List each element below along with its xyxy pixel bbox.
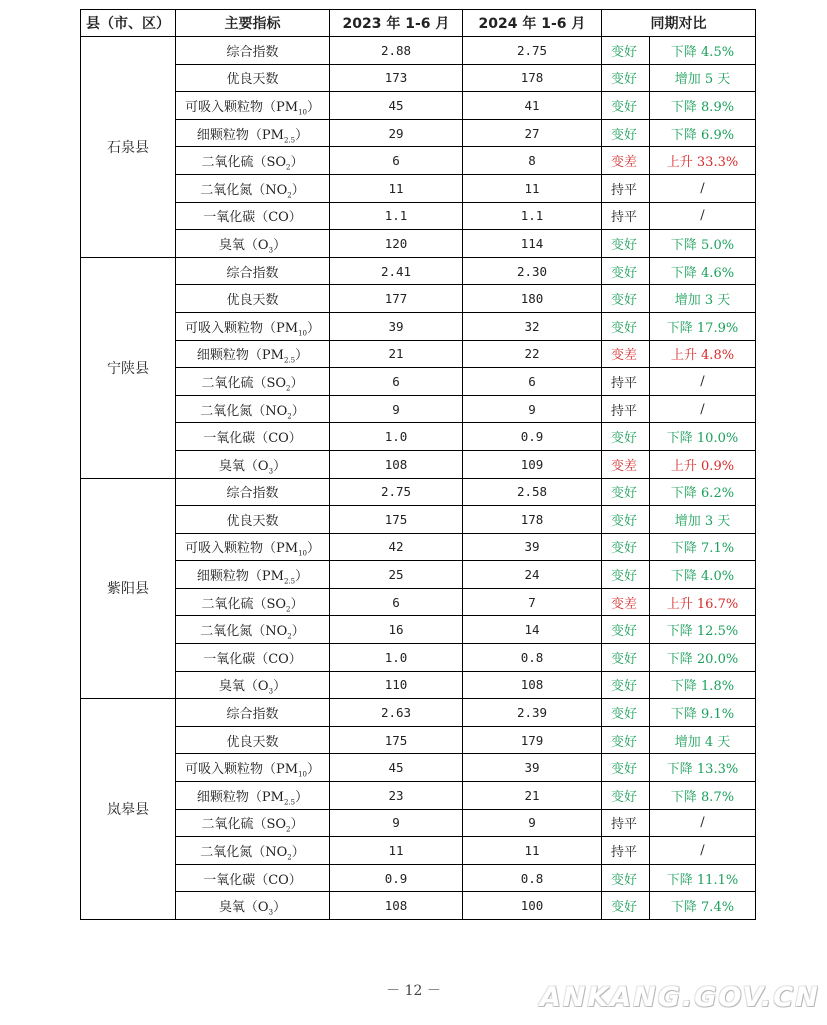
status-cell: 变差 <box>602 147 650 175</box>
status-cell: 变好 <box>602 533 650 561</box>
value-2023-cell: 6 <box>330 368 463 396</box>
header-indicator: 主要指标 <box>176 10 330 37</box>
indicator-cell <box>176 809 330 837</box>
table-row <box>81 699 756 727</box>
indicator-cell <box>176 368 330 396</box>
indicator-subscript: 2.5 <box>283 577 296 586</box>
value-2024-cell: 180 <box>463 285 602 313</box>
indicator-name: 细颗粒物（PM <box>196 127 284 143</box>
value-2023-cell: 2.88 <box>330 37 463 65</box>
indicator-name: 二氧化氮（NO <box>200 182 288 198</box>
change-cell: 下降 4.6% <box>650 257 756 285</box>
value-2023-cell: 9 <box>330 395 463 423</box>
table-row <box>81 616 756 644</box>
status-cell: 持平 <box>602 202 650 230</box>
value-2023-cell: 173 <box>330 64 463 92</box>
value-2023-cell: 45 <box>330 754 463 782</box>
value-2023-cell: 6 <box>330 588 463 616</box>
status-cell: 变好 <box>602 423 650 451</box>
change-cell: 下降 8.7% <box>650 782 756 810</box>
table-row <box>81 809 756 837</box>
site-watermark: ANKANG.GOV.CN <box>540 982 820 1013</box>
status-cell: 变好 <box>602 782 650 810</box>
value-2023-cell: 1.1 <box>330 202 463 230</box>
indicator-cell <box>176 450 330 478</box>
indicator-subscript: 2.5 <box>283 798 296 807</box>
table-row <box>81 782 756 810</box>
indicator-name: 可吸入颗粒物（PM <box>185 320 299 336</box>
status-cell: 持平 <box>602 174 650 202</box>
change-cell: 上升 33.3% <box>650 147 756 175</box>
indicator-suffix: ） <box>273 900 287 916</box>
indicator-subscript: 3 <box>268 467 274 476</box>
indicator-cell <box>176 726 330 754</box>
indicator-name: 臭氧（O <box>218 679 269 695</box>
indicator-cell <box>176 864 330 892</box>
indicator-subscript: 2 <box>286 826 291 835</box>
change-cell: 下降 5.0% <box>650 230 756 258</box>
table-row <box>81 368 756 396</box>
county-name-cell: 石泉县 <box>81 37 176 258</box>
status-cell: 变好 <box>602 312 650 340</box>
status-cell: 变好 <box>602 699 650 727</box>
value-2023-cell: 177 <box>330 285 463 313</box>
change-cell: 下降 11.1% <box>650 864 756 892</box>
value-2023-cell: 108 <box>330 892 463 920</box>
status-cell: 变好 <box>602 726 650 754</box>
indicator-suffix: ） <box>290 375 304 391</box>
indicator-subscript: 10 <box>298 550 307 559</box>
value-2024-cell: 39 <box>463 754 602 782</box>
table-row <box>81 257 756 285</box>
air-quality-comparison-table <box>80 9 756 920</box>
indicator-cell <box>176 644 330 672</box>
table-row <box>81 864 756 892</box>
indicator-cell <box>176 119 330 147</box>
indicator-cell <box>176 395 330 423</box>
change-cell: 下降 7.4% <box>650 892 756 920</box>
indicator-cell <box>176 285 330 313</box>
indicator-subscript: 2 <box>287 853 292 862</box>
indicator-suffix: ） <box>295 569 309 585</box>
change-cell: 上升 16.7% <box>650 588 756 616</box>
table-row <box>81 174 756 202</box>
value-2023-cell: 25 <box>330 561 463 589</box>
indicator-name: 臭氧（O <box>218 237 269 253</box>
indicator-name: 优良天数 <box>226 734 279 750</box>
status-cell: 持平 <box>602 809 650 837</box>
status-cell: 变好 <box>602 64 650 92</box>
change-cell: / <box>650 809 756 837</box>
change-cell: / <box>650 395 756 423</box>
indicator-cell <box>176 312 330 340</box>
value-2024-cell: 109 <box>463 450 602 478</box>
table-row <box>81 312 756 340</box>
indicator-name: 一氧化碳（CO） <box>203 210 302 226</box>
value-2024-cell: 178 <box>463 506 602 534</box>
table-row <box>81 285 756 313</box>
indicator-cell <box>176 561 330 589</box>
indicator-cell <box>176 506 330 534</box>
value-2023-cell: 0.9 <box>330 864 463 892</box>
change-cell: 下降 12.5% <box>650 616 756 644</box>
indicator-subscript: 2 <box>287 191 292 200</box>
indicator-name: 二氧化硫（SO <box>201 817 287 833</box>
status-cell: 变差 <box>602 450 650 478</box>
status-cell: 持平 <box>602 368 650 396</box>
table-row <box>81 892 756 920</box>
indicator-cell <box>176 699 330 727</box>
indicator-name: 细颗粒物（PM <box>196 569 284 585</box>
indicator-name: 综合指数 <box>226 486 279 502</box>
value-2024-cell: 2.75 <box>463 37 602 65</box>
change-cell: 下降 17.9% <box>650 312 756 340</box>
table-row <box>81 726 756 754</box>
table-row <box>81 37 756 65</box>
table-row <box>81 147 756 175</box>
indicator-name: 可吸入颗粒物（PM <box>185 541 299 557</box>
status-cell: 变好 <box>602 37 650 65</box>
value-2023-cell: 1.0 <box>330 644 463 672</box>
change-cell: 增加 5 天 <box>650 64 756 92</box>
status-cell: 变好 <box>602 92 650 120</box>
table-row <box>81 506 756 534</box>
status-cell: 变好 <box>602 119 650 147</box>
table-row <box>81 533 756 561</box>
indicator-name: 可吸入颗粒物（PM <box>185 99 299 115</box>
indicator-suffix: ） <box>291 182 305 198</box>
value-2023-cell: 42 <box>330 533 463 561</box>
indicator-cell <box>176 340 330 368</box>
indicator-cell <box>176 64 330 92</box>
change-cell: 增加 3 天 <box>650 506 756 534</box>
change-cell: 下降 9.1% <box>650 699 756 727</box>
value-2023-cell: 2.75 <box>330 478 463 506</box>
indicator-name: 综合指数 <box>226 265 279 281</box>
indicator-name: 优良天数 <box>226 72 279 88</box>
table-row <box>81 340 756 368</box>
change-cell: 下降 4.0% <box>650 561 756 589</box>
indicator-subscript: 3 <box>268 246 274 255</box>
table-row <box>81 202 756 230</box>
value-2023-cell: 29 <box>330 119 463 147</box>
value-2024-cell: 0.8 <box>463 864 602 892</box>
indicator-cell <box>176 423 330 451</box>
table-row <box>81 395 756 423</box>
table-row <box>81 754 756 782</box>
value-2024-cell: 1.1 <box>463 202 602 230</box>
change-cell: / <box>650 837 756 865</box>
indicator-cell <box>176 671 330 699</box>
value-2023-cell: 23 <box>330 782 463 810</box>
status-cell: 变好 <box>602 230 650 258</box>
value-2024-cell: 0.9 <box>463 423 602 451</box>
status-cell: 变好 <box>602 644 650 672</box>
value-2024-cell: 0.8 <box>463 644 602 672</box>
indicator-suffix: ） <box>290 155 304 171</box>
indicator-suffix: ） <box>273 679 287 695</box>
indicator-name: 二氧化硫（SO <box>201 375 287 391</box>
indicator-cell <box>176 257 330 285</box>
change-cell: 上升 0.9% <box>650 450 756 478</box>
change-cell: 增加 3 天 <box>650 285 756 313</box>
county-name-cell: 宁陕县 <box>81 257 176 478</box>
table-row <box>81 423 756 451</box>
indicator-subscript: 2.5 <box>283 136 296 145</box>
value-2024-cell: 178 <box>463 64 602 92</box>
indicator-subscript: 10 <box>298 329 307 338</box>
indicator-cell <box>176 92 330 120</box>
value-2023-cell: 45 <box>330 92 463 120</box>
indicator-cell <box>176 478 330 506</box>
county-name-cell: 紫阳县 <box>81 478 176 699</box>
value-2023-cell: 11 <box>330 837 463 865</box>
value-2024-cell: 2.39 <box>463 699 602 727</box>
value-2024-cell: 11 <box>463 174 602 202</box>
indicator-suffix: ） <box>295 348 309 364</box>
change-cell: 下降 10.0% <box>650 423 756 451</box>
change-cell: 下降 20.0% <box>650 644 756 672</box>
header-comparison: 同期对比 <box>602 10 756 37</box>
indicator-subscript: 10 <box>298 770 307 779</box>
indicator-suffix: ） <box>291 624 305 640</box>
indicator-subscript: 3 <box>268 908 274 917</box>
value-2024-cell: 114 <box>463 230 602 258</box>
status-cell: 变好 <box>602 616 650 644</box>
indicator-cell <box>176 892 330 920</box>
value-2024-cell: 22 <box>463 340 602 368</box>
value-2024-cell: 9 <box>463 809 602 837</box>
indicator-suffix: ） <box>291 845 305 861</box>
value-2023-cell: 6 <box>330 147 463 175</box>
change-cell: / <box>650 174 756 202</box>
value-2024-cell: 21 <box>463 782 602 810</box>
indicator-name: 二氧化氮（NO <box>200 403 288 419</box>
indicator-subscript: 2.5 <box>283 356 296 365</box>
table-body <box>81 37 756 920</box>
value-2023-cell: 9 <box>330 809 463 837</box>
status-cell: 变差 <box>602 340 650 368</box>
indicator-cell <box>176 230 330 258</box>
value-2023-cell: 2.41 <box>330 257 463 285</box>
status-cell: 持平 <box>602 395 650 423</box>
status-cell: 变差 <box>602 588 650 616</box>
indicator-name: 优良天数 <box>226 293 279 309</box>
value-2023-cell: 1.0 <box>330 423 463 451</box>
value-2023-cell: 110 <box>330 671 463 699</box>
table-row <box>81 450 756 478</box>
indicator-suffix: ） <box>306 762 320 778</box>
air-quality-table-container <box>80 9 755 920</box>
value-2023-cell: 39 <box>330 312 463 340</box>
status-cell: 变好 <box>602 892 650 920</box>
indicator-suffix: ） <box>273 237 287 253</box>
indicator-subscript: 2 <box>287 412 292 421</box>
indicator-cell <box>176 202 330 230</box>
value-2024-cell: 24 <box>463 561 602 589</box>
value-2024-cell: 2.58 <box>463 478 602 506</box>
value-2023-cell: 108 <box>330 450 463 478</box>
indicator-name: 臭氧（O <box>218 458 269 474</box>
indicator-suffix: ） <box>306 541 320 557</box>
indicator-subscript: 2 <box>286 384 291 393</box>
county-name-cell: 岚皋县 <box>81 699 176 920</box>
table-row <box>81 561 756 589</box>
value-2023-cell: 16 <box>330 616 463 644</box>
indicator-cell <box>176 533 330 561</box>
table-header-row <box>81 10 756 37</box>
indicator-cell <box>176 782 330 810</box>
table-row <box>81 644 756 672</box>
value-2024-cell: 100 <box>463 892 602 920</box>
value-2024-cell: 108 <box>463 671 602 699</box>
indicator-subscript: 2 <box>287 632 292 641</box>
indicator-subscript: 2 <box>286 163 291 172</box>
value-2024-cell: 32 <box>463 312 602 340</box>
indicator-suffix: ） <box>295 789 309 805</box>
value-2024-cell: 2.30 <box>463 257 602 285</box>
change-cell: 下降 6.2% <box>650 478 756 506</box>
value-2024-cell: 14 <box>463 616 602 644</box>
indicator-subscript: 2 <box>286 605 291 614</box>
indicator-cell <box>176 37 330 65</box>
table-row <box>81 478 756 506</box>
indicator-suffix: ） <box>295 127 309 143</box>
change-cell: 增加 4 天 <box>650 726 756 754</box>
indicator-cell <box>176 616 330 644</box>
value-2024-cell: 7 <box>463 588 602 616</box>
change-cell: 下降 13.3% <box>650 754 756 782</box>
table-row <box>81 230 756 258</box>
table-row <box>81 119 756 147</box>
indicator-name: 一氧化碳（CO） <box>203 431 302 447</box>
indicator-name: 综合指数 <box>226 44 279 60</box>
value-2023-cell: 21 <box>330 340 463 368</box>
indicator-cell <box>176 174 330 202</box>
status-cell: 变好 <box>602 561 650 589</box>
indicator-name: 细颗粒物（PM <box>196 348 284 364</box>
value-2024-cell: 8 <box>463 147 602 175</box>
indicator-name: 二氧化氮（NO <box>200 624 288 640</box>
indicator-subscript: 3 <box>268 688 274 697</box>
indicator-name: 一氧化碳（CO） <box>203 651 302 667</box>
value-2023-cell: 2.63 <box>330 699 463 727</box>
change-cell: 下降 8.9% <box>650 92 756 120</box>
indicator-name: 一氧化碳（CO） <box>203 872 302 888</box>
value-2024-cell: 6 <box>463 368 602 396</box>
value-2024-cell: 39 <box>463 533 602 561</box>
indicator-cell <box>176 588 330 616</box>
indicator-name: 二氧化氮（NO <box>200 845 288 861</box>
status-cell: 变好 <box>602 506 650 534</box>
status-cell: 变好 <box>602 478 650 506</box>
table-row <box>81 588 756 616</box>
indicator-name: 二氧化硫（SO <box>201 596 287 612</box>
table-row <box>81 92 756 120</box>
indicator-name: 细颗粒物（PM <box>196 789 284 805</box>
indicator-cell <box>176 147 330 175</box>
table-row <box>81 837 756 865</box>
header-county: 县（市、区） <box>81 10 176 37</box>
indicator-suffix: ） <box>273 458 287 474</box>
status-cell: 持平 <box>602 837 650 865</box>
change-cell: 下降 7.1% <box>650 533 756 561</box>
change-cell: 下降 1.8% <box>650 671 756 699</box>
status-cell: 变好 <box>602 754 650 782</box>
status-cell: 变好 <box>602 864 650 892</box>
indicator-suffix: ） <box>291 403 305 419</box>
indicator-subscript: 10 <box>298 108 307 117</box>
indicator-name: 可吸入颗粒物（PM <box>185 762 299 778</box>
value-2023-cell: 175 <box>330 506 463 534</box>
indicator-name: 优良天数 <box>226 513 279 529</box>
value-2024-cell: 9 <box>463 395 602 423</box>
page-number: － 12 － <box>386 983 441 999</box>
indicator-name: 二氧化硫（SO <box>201 155 287 171</box>
header-2024: 2024 年 1-6 月 <box>463 10 602 37</box>
value-2023-cell: 175 <box>330 726 463 754</box>
table-row <box>81 671 756 699</box>
indicator-name: 臭氧（O <box>218 900 269 916</box>
value-2024-cell: 41 <box>463 92 602 120</box>
change-cell: 下降 4.5% <box>650 37 756 65</box>
change-cell: 下降 6.9% <box>650 119 756 147</box>
indicator-suffix: ） <box>306 99 320 115</box>
change-cell: / <box>650 368 756 396</box>
table-row <box>81 64 756 92</box>
indicator-cell <box>176 754 330 782</box>
value-2024-cell: 179 <box>463 726 602 754</box>
indicator-suffix: ） <box>306 320 320 336</box>
indicator-suffix: ） <box>290 596 304 612</box>
indicator-suffix: ） <box>290 817 304 833</box>
change-cell: / <box>650 202 756 230</box>
value-2023-cell: 120 <box>330 230 463 258</box>
indicator-name: 综合指数 <box>226 707 279 723</box>
status-cell: 变好 <box>602 285 650 313</box>
status-cell: 变好 <box>602 257 650 285</box>
indicator-cell <box>176 837 330 865</box>
value-2024-cell: 11 <box>463 837 602 865</box>
value-2024-cell: 27 <box>463 119 602 147</box>
header-2023: 2023 年 1-6 月 <box>330 10 463 37</box>
status-cell: 变好 <box>602 671 650 699</box>
change-cell: 上升 4.8% <box>650 340 756 368</box>
value-2023-cell: 11 <box>330 174 463 202</box>
